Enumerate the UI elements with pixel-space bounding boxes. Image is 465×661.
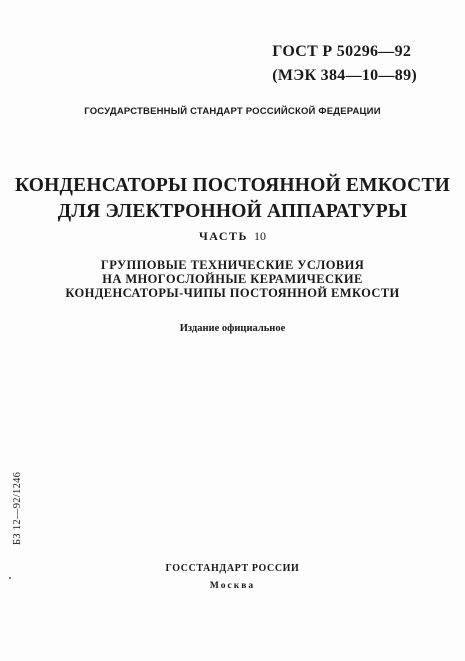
main-title [0, 173, 465, 225]
subtitle-line-1: ГРУППОВЫЕ ТЕХНИЧЕСКИЕ УСЛОВИЯ [100, 258, 365, 272]
publication-city: Москва [209, 581, 256, 591]
part-number: 10 [253, 229, 266, 243]
part-label: ЧАСТЬ [199, 229, 248, 243]
standard-code: ГОСТ Р 50296—92 [272, 43, 412, 60]
side-catalog-code: БЗ 12—92/1246 [12, 471, 23, 545]
organization-line: ГОСУДАРСТВЕННЫЙ СТАНДАРТ РОССИЙСКОЙ ФЕДЕРАЦИИ [84, 106, 381, 117]
subtitle-line-2: НА МНОГОСЛОЙНЫЕ КЕРАМИЧЕСКИЕ [102, 272, 363, 286]
subtitle-line-3: КОНДЕНСАТОРЫ-ЧИПЫ ПОСТОЯННОЙ ЕМКОСТИ [65, 286, 400, 300]
subtitle [0, 258, 465, 300]
main-title-line-2: ДЛЯ ЭЛЕКТРОННОЙ АППАРАТУРЫ [57, 201, 408, 222]
print-speck [9, 577, 11, 579]
main-title-line-1: КОНДЕНСАТОРЫ ПОСТОЯННОЙ ЕМКОСТИ [14, 175, 451, 196]
edition-note: Издание официальное [179, 323, 286, 334]
publisher: ГОССТАНДАРТ РОССИИ [165, 563, 300, 574]
iec-code: (МЭК 384—10—89) [272, 67, 417, 84]
part-heading [0, 229, 465, 244]
standard-code-block [272, 40, 417, 88]
